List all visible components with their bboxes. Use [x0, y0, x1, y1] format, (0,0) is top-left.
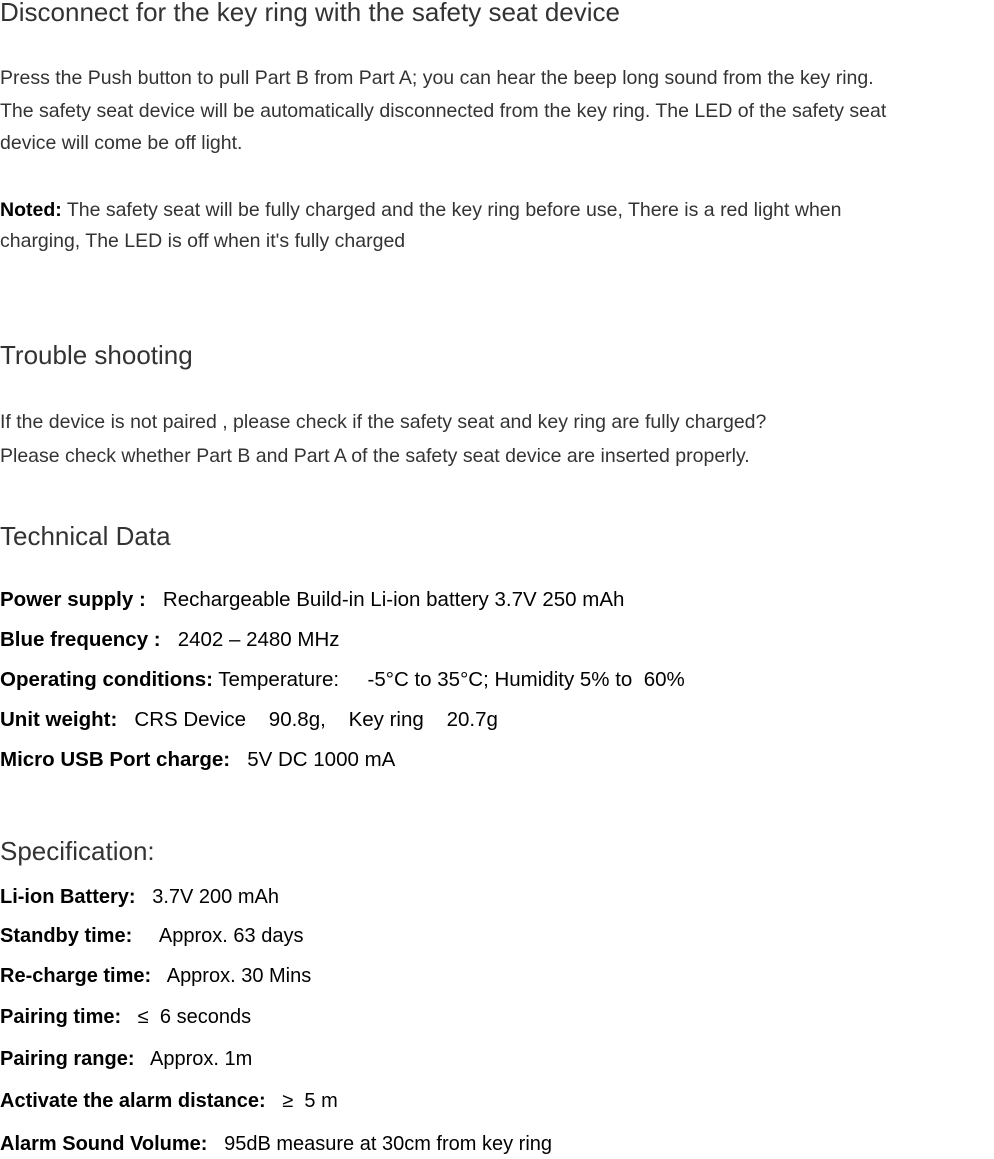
spec-row	[0, 921, 303, 951]
spec-value: 95dB measure at 30cm from key ring	[207, 1133, 553, 1155]
spec-row	[0, 961, 311, 991]
paragraph-line: Please check whether Part B and Part A of the safety seat device are inserted properly.	[0, 445, 750, 467]
spec-row	[0, 745, 395, 775]
paragraph-line: If the device is not paired , please check if the safety seat and key ring are fully charged?	[0, 411, 767, 433]
spec-value: 3.7V 200 mAh	[135, 886, 279, 908]
spec-label: Pairing time:	[0, 1006, 122, 1028]
spec-row	[0, 625, 340, 655]
section-title-trouble: Trouble shooting	[0, 340, 193, 370]
note-line	[0, 194, 841, 226]
spec-row	[0, 1086, 338, 1116]
spec-value: ≤ 6 seconds	[121, 1006, 252, 1028]
spec-value: ≥ 5 m	[265, 1090, 338, 1112]
spec-value: Approx. 1m	[134, 1048, 253, 1070]
spec-label: Unit weight:	[0, 708, 118, 731]
spec-row	[0, 1129, 552, 1159]
spec-value: Temperature: -5°C to 35°C; Humidity 5% to 60%	[212, 668, 685, 691]
paragraph-line: device will come be off light.	[0, 132, 243, 154]
paragraph-line: Press the Push button to pull Part B from Part A; you can hear the beep long sound from the key ring.	[0, 67, 874, 89]
spec-label: Standby time:	[0, 925, 133, 947]
spec-value: Approx. 63 days	[132, 925, 304, 947]
section-title-disconnect: Disconnect for the key ring with the safety seat device	[0, 0, 620, 27]
spec-label: Pairing range:	[0, 1048, 135, 1070]
spec-label: Li-ion Battery:	[0, 886, 136, 908]
spec-row	[0, 585, 624, 615]
section-title-technical: Technical Data	[0, 521, 171, 551]
spec-value: Rechargeable Build-in Li-ion battery 3.7V 250 mAh	[145, 588, 625, 611]
spec-row	[0, 665, 685, 695]
spec-label: Alarm Sound Volume:	[0, 1133, 208, 1155]
note-label: Noted:	[0, 199, 62, 221]
spec-value: Approx. 30 Mins	[151, 965, 312, 987]
section-title-specification: Specification:	[0, 836, 155, 866]
spec-value: CRS Device 90.8g, Key ring 20.7g	[117, 708, 498, 731]
spec-value: 2402 – 2480 MHz	[160, 628, 340, 651]
spec-label: Re-charge time:	[0, 965, 152, 987]
spec-value: 5V DC 1000 mA	[230, 748, 396, 771]
paragraph-line: The safety seat device will be automatically disconnected from the key ring. The LED of the safety seat	[0, 100, 887, 122]
spec-label: Power supply :	[0, 588, 146, 611]
spec-label: Blue frequency :	[0, 628, 161, 651]
spec-label: Micro USB Port charge:	[0, 748, 231, 771]
spec-row	[0, 882, 279, 912]
spec-label: Operating conditions:	[0, 668, 213, 691]
spec-label: Activate the alarm distance:	[0, 1090, 266, 1112]
note-line: charging, The LED is off when it's fully charged	[0, 230, 406, 252]
note-text: The safety seat will be fully charged and the key ring before use, There is a red light when	[61, 199, 842, 221]
spec-row	[0, 1044, 252, 1074]
spec-row	[0, 705, 498, 735]
spec-row	[0, 1002, 251, 1032]
